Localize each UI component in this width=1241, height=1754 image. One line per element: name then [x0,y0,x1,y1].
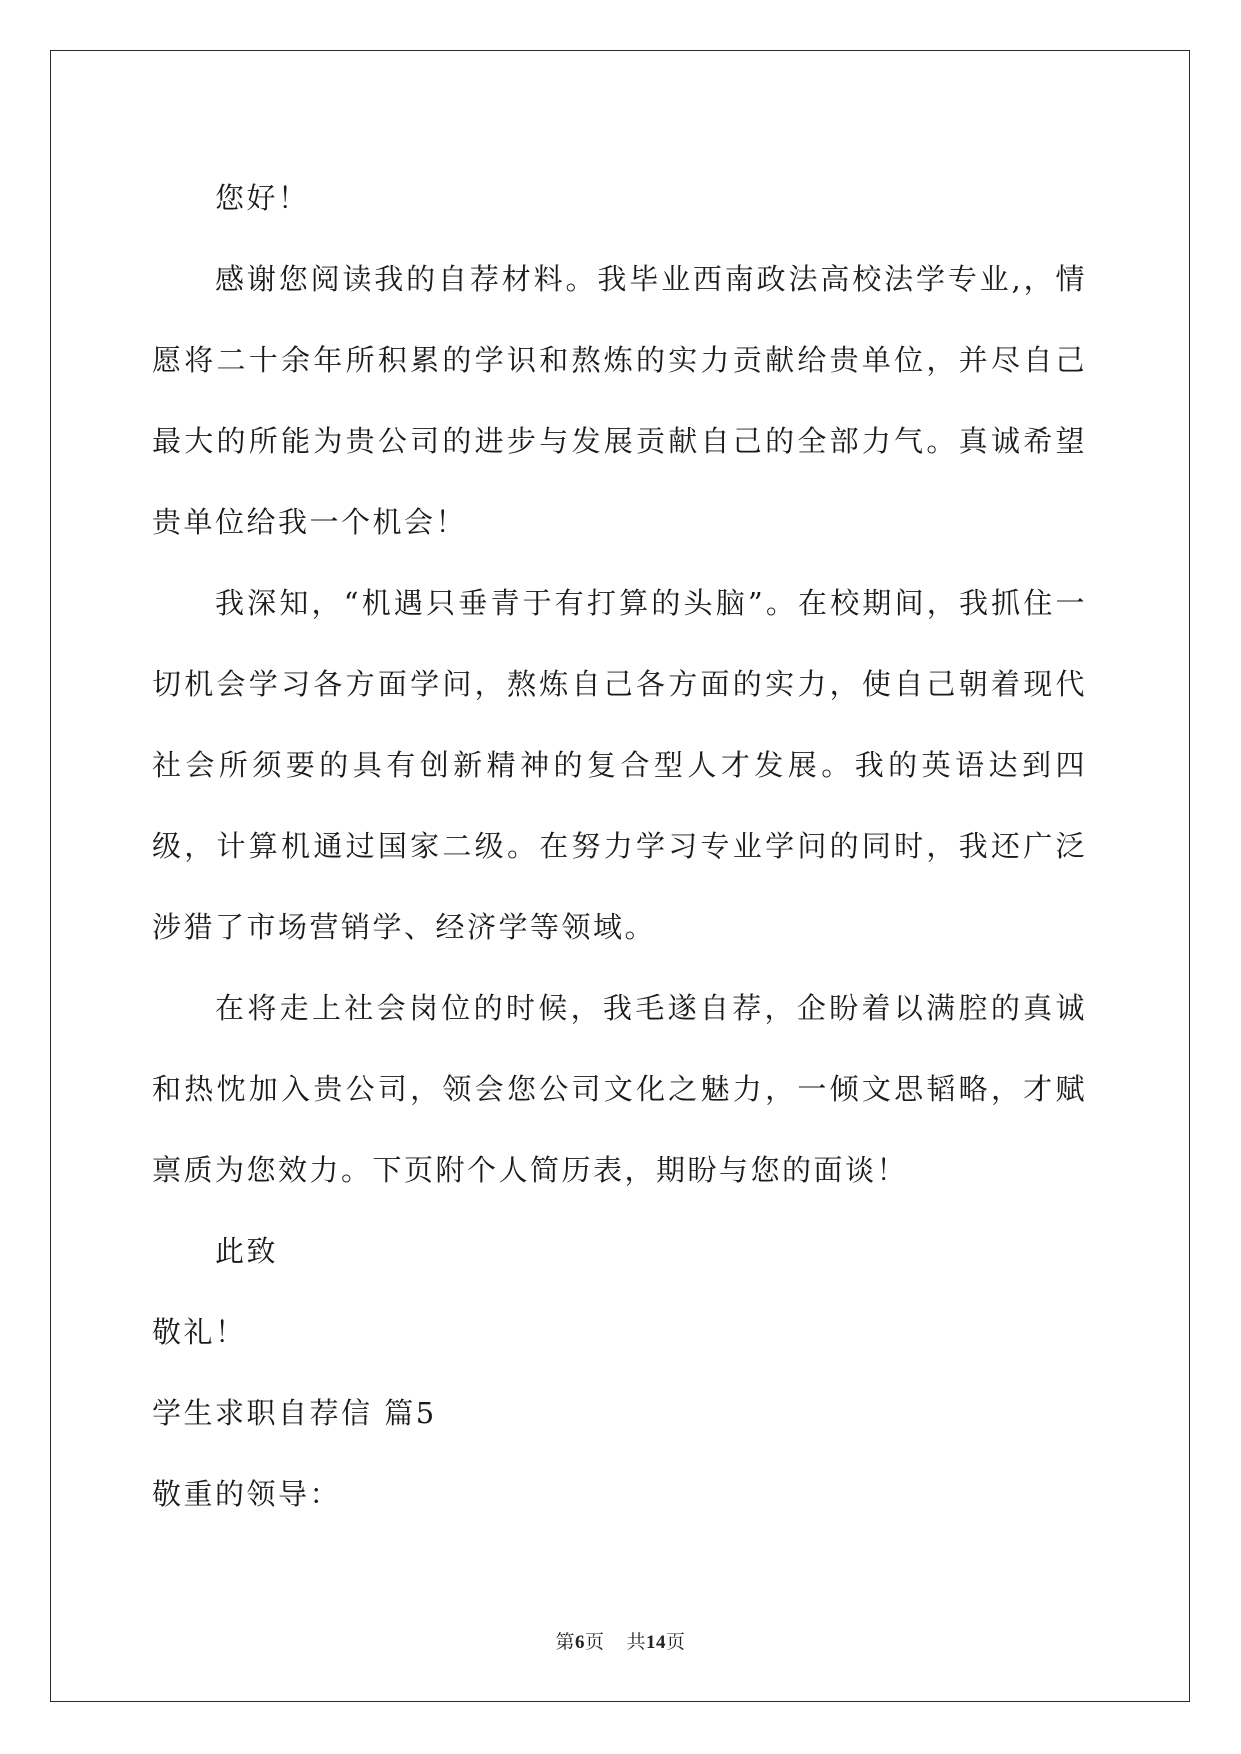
footer-current-page: 6 [574,1632,585,1653]
footer-prefix: 第 [555,1632,575,1653]
footer-total-suffix: 页 [666,1632,686,1653]
paragraph-intro: 感谢您阅读我的自荐材料。我毕业西南政法高校法学专业,，情愿将二十余年所积累的学识和熬炼的实力贡献给贵单位，并尽自己最大的所能为贵公司的进步与发展贡献自己的全部力气。真诚希望贵单位给我一个机会！ [152,262,1087,539]
footer-total-prefix: 共 [626,1632,647,1653]
section-heading: 学生求职自荐信 篇5 [152,1396,437,1430]
new-letter-greeting: 敬重的领导： [152,1477,342,1511]
page-footer [0,1627,1241,1654]
paragraph-closing: 在将走上社会岗位的时候，我毛遂自荐，企盼着以满腔的真诚和热忱加入贵公司，领会您公司文化之魅力，一倾文思韬略，才赋禀质为您效力。下页附个人简历表，期盼与您的面谈！ [152,991,1087,1187]
footer-total-pages: 14 [646,1632,667,1653]
letter-body [152,158,1087,1535]
paragraph-skills: 我深知，“机遇只垂青于有打算的头脑”。在校期间，我抓住一切机会学习各方面学问，熬炼自己各方面的实力，使自己朝着现代社会所须要的具有创新精神的复合型人才发展。我的英语达到四级，计算机通过国家二级。在努力学习专业学问的同时，我还广泛涉猎了市场营销学、经济学等领域。 [152,586,1087,944]
salutation-jingli: 敬礼！ [152,1315,247,1349]
greeting: 您好！ [215,181,310,215]
salutation-cizhi: 此致 [215,1234,279,1268]
footer-page-word: 页 [584,1632,605,1653]
